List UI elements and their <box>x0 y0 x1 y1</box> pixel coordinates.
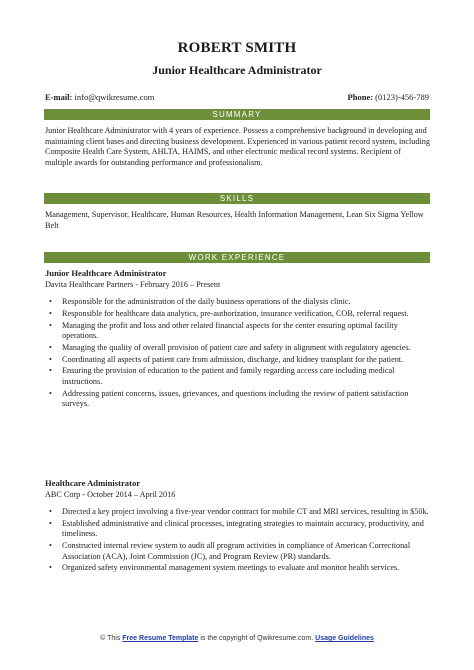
work-experience-heading: WORK EXPERIENCE <box>44 252 430 263</box>
free-resume-template-link[interactable]: Free Resume Template <box>122 635 199 642</box>
footer-middle: is the copyright of Qwikresume.com. <box>200 635 314 642</box>
job-bullets-1 <box>45 297 430 411</box>
bullet-icon: • <box>49 308 52 318</box>
candidate-title: Junior Healthcare Administrator <box>152 63 322 77</box>
bullet-icon: • <box>49 297 52 306</box>
contact-line <box>45 92 429 104</box>
footer-prefix: This <box>107 635 121 642</box>
phone-field <box>348 92 429 102</box>
bullet-text: Coordinating all aspects of patient care from admission, discharge, and kidney transplant for the patient. <box>62 354 404 364</box>
summary-heading: SUMMARY <box>44 109 430 120</box>
skills-text: Management, Supervisor, Healthcare, Human Resources, Health Information Management, Lean Six Sigma Yellow Belt <box>45 210 424 230</box>
bullet-text: Responsible for healthcare data analytics, pre-authorization, insurance verification, COB, referral request. <box>62 308 409 318</box>
bullet-icon: • <box>49 507 52 516</box>
job-title-1: Junior Healthcare Administrator <box>45 268 167 278</box>
job-meta-2: ABC Corp - October 2014 – April 2016 <box>45 490 176 499</box>
list-item <box>45 343 430 354</box>
bullet-icon: • <box>49 563 52 573</box>
bullet-text: Established administrative and clinical processes, integrating strategies to maintain accuracy, productivity, and timeliness. <box>62 518 424 539</box>
bullet-text: Managing the quality of overall provision of patient care and safety in alignment with regulatory agencies. <box>62 342 411 352</box>
list-item <box>45 389 430 410</box>
bullet-text: Ensuring the provision of education to the patient and family regarding access care including medical instructions. <box>62 366 395 386</box>
email-value[interactable]: info@qwikresume.com <box>74 92 155 102</box>
list-item <box>45 366 430 387</box>
list-item <box>45 563 430 574</box>
bullet-text: Constructed internal review system to audit all program activities in compliance of American Correctional Association (ACA), Joint Commission (JC), and Program Review (PR) standards. <box>62 541 411 561</box>
list-item <box>45 321 430 342</box>
bullet-icon: • <box>49 388 52 398</box>
candidate-name: ROBERT SMITH <box>177 40 297 56</box>
list-item <box>45 297 430 308</box>
list-item <box>45 355 430 366</box>
email-label: E-mail: <box>45 92 73 102</box>
footer <box>0 635 474 642</box>
bullet-icon: • <box>49 518 52 528</box>
bullet-text: Managing the profit and loss and other related financial aspects for the center ensuring optimal facility operations. <box>62 320 398 341</box>
copyright-icon: © <box>100 635 106 642</box>
bullet-icon: • <box>49 320 52 330</box>
job-bullets-2 <box>45 507 430 575</box>
bullet-icon: • <box>49 366 52 376</box>
list-item <box>45 541 430 562</box>
bullet-text: Organized safety environmental management system meetings to evaluate and monitor health services. <box>62 563 400 573</box>
bullet-text: Directed a key project involving a five-year vendor contract for mobile CT and MRI services, resulting in $50k. <box>62 507 429 516</box>
list-item <box>45 309 430 320</box>
phone-label: Phone: <box>347 92 374 102</box>
email-field <box>45 92 154 102</box>
job-title-2: Healthcare Administrator <box>45 478 141 488</box>
skills-heading: SKILLS <box>44 193 430 204</box>
list-item <box>45 507 430 518</box>
bullet-icon: • <box>49 354 52 364</box>
phone-value: (0123)-456-789 <box>375 92 429 102</box>
bullet-text: Responsible for the administration of the daily business operations of the dialysis clinic. <box>62 297 351 306</box>
usage-guidelines-link[interactable]: Usage Guidelines <box>315 635 374 642</box>
bullet-text: Addressing patient concerns, issues, grievances, and questions including the review of patient satisfaction surveys. <box>62 388 409 409</box>
job-meta-1: Davita Healthcare Partners - February 2016 – Present <box>45 280 221 289</box>
list-item <box>45 519 430 540</box>
summary-text: Junior Healthcare Administrator with 4 years of experience. Possess a comprehensive background in developing and maintaining client bases and directing business development. Experienced in various patient record system, including Composite Health Care System, AHLTA, HAIMS, and other electronic medical record systems. Recipient of multiple awards for outstanding performance and professionalism. <box>45 126 430 167</box>
bullet-icon: • <box>49 342 52 352</box>
bullet-icon: • <box>49 541 52 551</box>
